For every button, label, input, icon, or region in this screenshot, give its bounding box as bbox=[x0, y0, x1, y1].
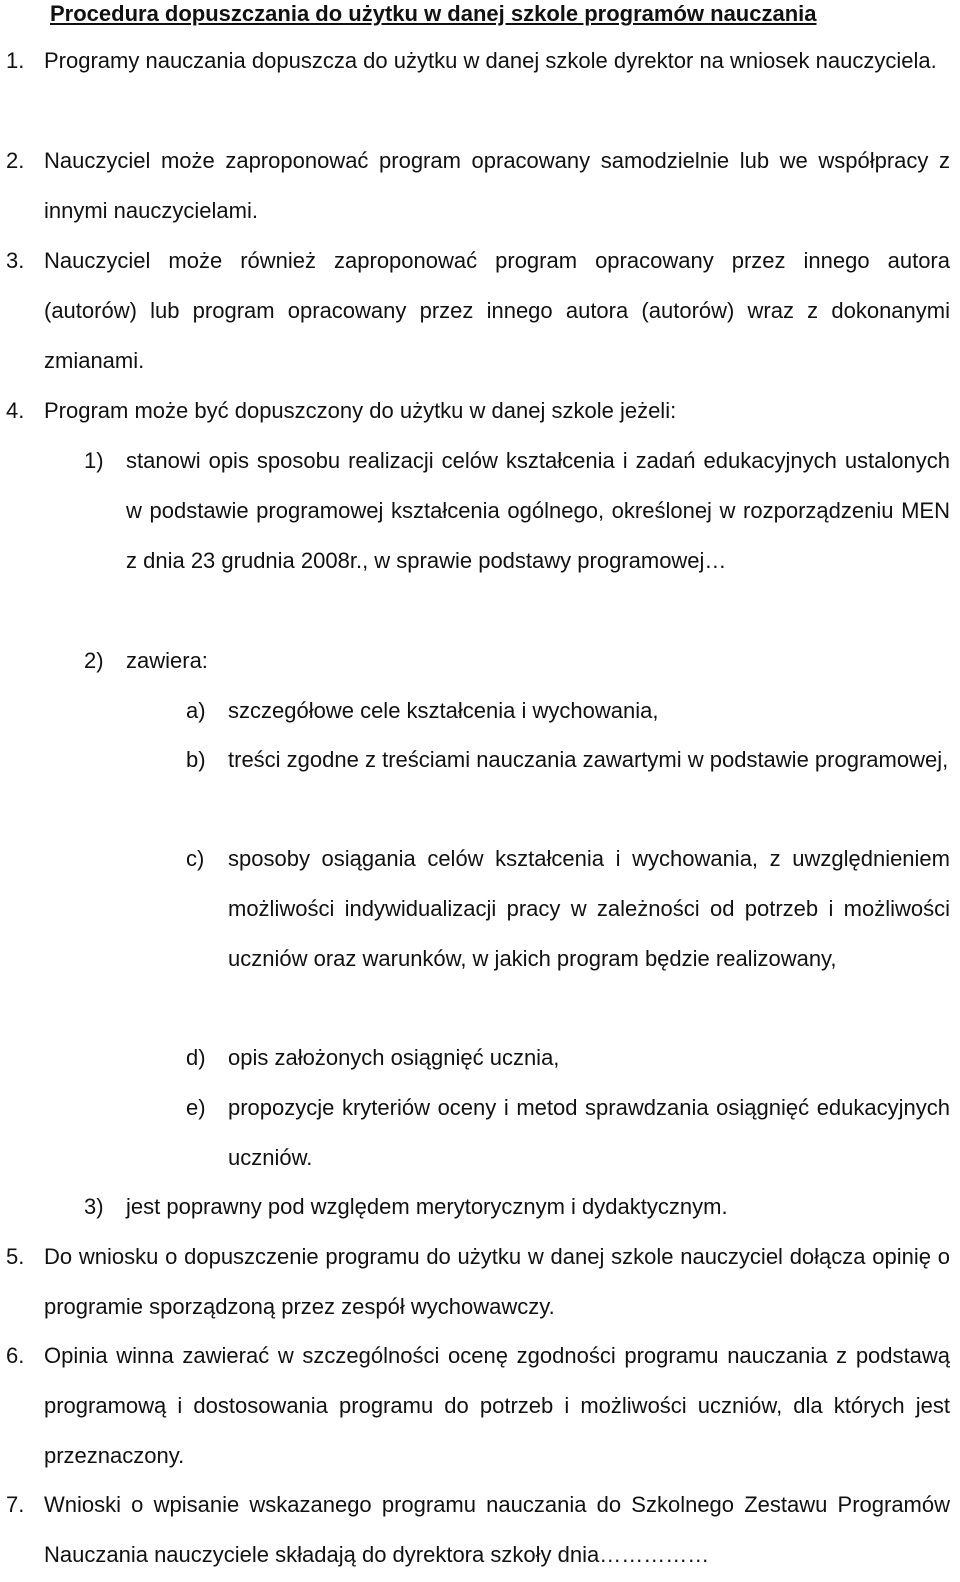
condition-item-3 bbox=[0, 1182, 960, 1232]
list-text: Do wniosku o dopuszczenie programu do użytku w danej szkole nauczyciel dołącza opinię o programie sporządzoną przez zespół wychowawczy. bbox=[44, 1244, 950, 1319]
list-item-6 bbox=[0, 1331, 960, 1481]
list-number: 7. bbox=[6, 1492, 25, 1517]
list-item-7 bbox=[0, 1480, 960, 1580]
list-number: 2. bbox=[6, 148, 25, 173]
content-text: treści zgodne z treściami nauczania zawartymi w podstawie programowej, bbox=[228, 747, 949, 772]
content-letter: a) bbox=[186, 698, 206, 723]
condition-text: jest poprawny pod względem merytorycznym i dydaktycznym. bbox=[126, 1194, 728, 1219]
condition-text: stanowi opis sposobu realizacji celów kształcenia i zadań edukacyjnych ustalonych w podstawie programowej kształcenia ogólnego, określonej w rozporządzeniu MEN z dnia 23 grudnia 2008r., w sprawie podstawy programowej… bbox=[126, 448, 950, 573]
list-text: Wnioski o wpisanie wskazanego programu nauczania do Szkolnego Zestawu Programów Nauczania nauczyciele składają do dyrektora szkoły dnia…………… bbox=[44, 1492, 950, 1567]
content-item-e bbox=[0, 1083, 960, 1183]
list-number: 1. bbox=[6, 48, 25, 73]
content-text: propozycje kryteriów oceny i metod sprawdzania osiągnięć edukacyjnych uczniów. bbox=[228, 1095, 950, 1170]
content-text: opis założonych osiągnięć ucznia, bbox=[228, 1045, 560, 1070]
condition-item-1 bbox=[0, 436, 960, 636]
list-text: Opinia winna zawierać w szczególności ocenę zgodności programu nauczania z podstawą programową i dostosowania programu do potrzeb i możliwości uczniów, dla których jest przeznaczony. bbox=[44, 1343, 950, 1468]
content-item-c bbox=[0, 834, 960, 1034]
list-number: 4. bbox=[6, 398, 25, 423]
list-item-3 bbox=[0, 236, 960, 386]
content-item-b bbox=[0, 735, 960, 835]
list-number: 5. bbox=[6, 1244, 25, 1269]
content-letter: d) bbox=[186, 1045, 206, 1070]
condition-text: zawiera: bbox=[126, 648, 208, 673]
content-item-a bbox=[0, 686, 960, 736]
list-item-2 bbox=[0, 136, 960, 236]
content-item-d bbox=[0, 1033, 960, 1083]
content-text: szczegółowe cele kształcenia i wychowania, bbox=[228, 698, 659, 723]
list-number: 3. bbox=[6, 248, 25, 273]
content-letter: b) bbox=[186, 747, 206, 772]
list-item-1 bbox=[0, 36, 960, 136]
list-item-5 bbox=[0, 1232, 960, 1332]
content-letter: c) bbox=[186, 846, 205, 871]
condition-number: 1) bbox=[84, 448, 104, 473]
list-text: Programy nauczania dopuszcza do użytku w danej szkole dyrektor na wniosek nauczyciela. bbox=[44, 48, 937, 73]
list-text: Nauczyciel może zaproponować program opracowany samodzielnie lub we współpracy z innymi nauczycielami. bbox=[44, 148, 950, 223]
content-text: sposoby osiągania celów kształcenia i wychowania, z uwzględnieniem możliwości indywidualizacji pracy w zależności od potrzeb i możliwości uczniów oraz warunków, w jakich program będzie realizowany, bbox=[228, 846, 950, 971]
list-text: Nauczyciel może również zaproponować program opracowany przez innego autora (autorów) lub program opracowany przez innego autora (autorów) wraz z dokonanymi zmianami. bbox=[44, 248, 950, 373]
condition-item-2 bbox=[0, 636, 960, 686]
condition-number: 2) bbox=[84, 648, 104, 673]
content-letter: e) bbox=[186, 1095, 206, 1120]
list-text: Program może być dopuszczony do użytku w danej szkole jeżeli: bbox=[44, 398, 677, 423]
condition-number: 3) bbox=[84, 1194, 104, 1219]
document-title: Procedura dopuszczania do użytku w danej szkole programów nauczania bbox=[50, 1, 817, 26]
list-number: 6. bbox=[6, 1343, 25, 1368]
list-item-4 bbox=[0, 386, 960, 436]
